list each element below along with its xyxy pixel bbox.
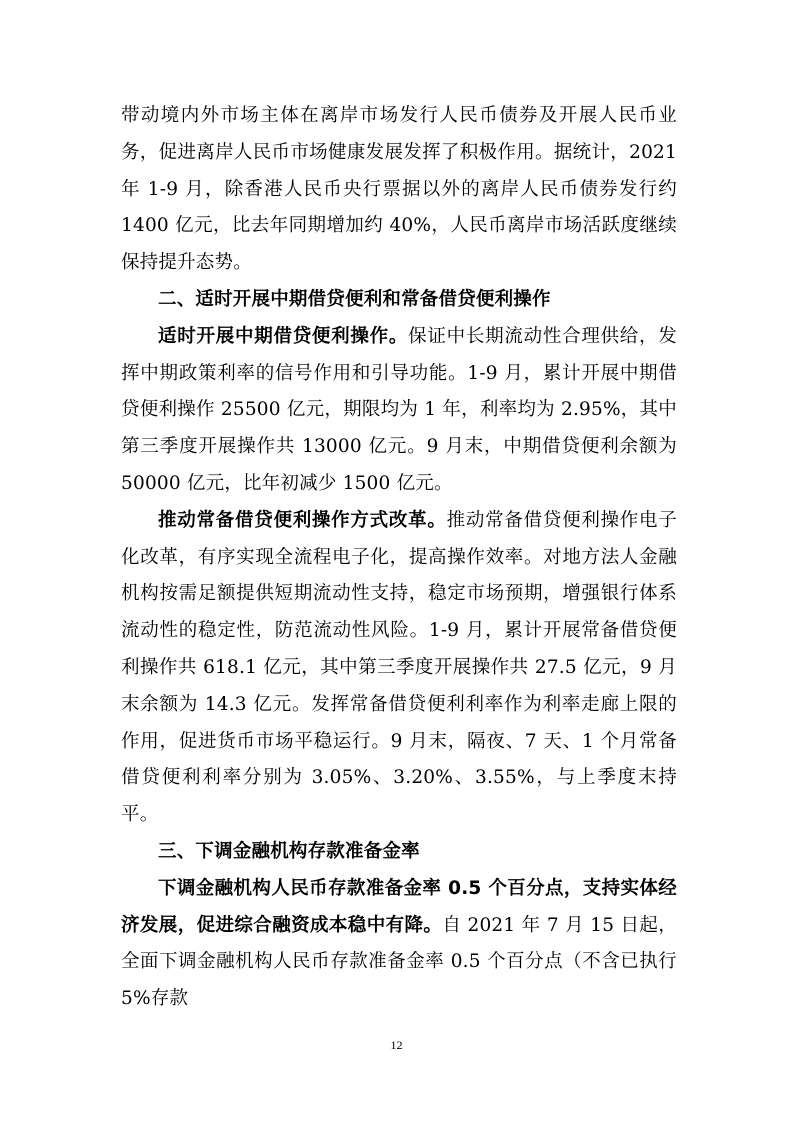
paragraph-lead: 推动常备借贷便利操作方式改革。 [158,509,447,531]
paragraph-rrr [121,871,677,1018]
paragraph-offshore-rmb [121,98,677,282]
paragraph-slf [121,503,677,834]
paragraph-lead: 下调金融机构人民币存款准备金率 0.5 个百分点，支持实体经济发展，促进综合融资成本稳中有降。 [121,877,677,936]
paragraph-mlf [121,319,677,503]
paragraph-text: 保证中长期流动性合理供给，发挥中期政策利率的信号作用和引导功能。1-9 月，累计开展中期借贷便利操作 25500 亿元，期限均为 1 年，利率均为 2.95%，其中第三季度开展操作共 13000 亿元。9 月末，中期借贷便利余额为 50000 亿元，比年初减少 1500 亿元。 [121,325,677,494]
section-heading-rrr-cut: 三、下调金融机构存款准备金率 [158,840,420,862]
paragraph-text: 带动境内外市场主体在离岸市场发行人民币债券及开展人民币业务，促进离岸人民币市场健康发展发挥了积极作用。据统计，2021 年 1-9 月，除香港人民币央行票据以外的离岸人民币债券发行约 1400 亿元，比去年同期增加约 40%，人民币离岸市场活跃度继续保持提升态势。 [121,105,677,274]
paragraph-text: 自 2021 年 7 月 15 日起，全面下调金融机构人民币存款准备金率 0.5 个百分点（不含已执行 5%存款 [121,914,677,1010]
page-number: 12 [390,1038,403,1052]
section-heading-mlf-slf: 二、适时开展中期借贷便利和常备借贷便利操作 [158,288,551,310]
paragraph-lead: 适时开展中期借贷便利操作。 [158,325,409,347]
paragraph-text: 推动常备借贷便利操作电子化改革，有序实现全流程电子化，提高操作效率。对地方法人金融机构按需足额提供短期流动性支持，稳定市场预期，增强银行体系流动性的稳定性，防范流动性风险。1-9 月，累计开展常备借贷便利操作共 618.1 亿元，其中第三季度开展操作共 27.5 亿元，9 月末余额为 14.3 亿元。发挥常备借贷便利利率作为利率走廊上限的作用，促进货币市场平稳运行。9 月末，隔夜、7 天、1 个月常备借贷便利利率分别为 3.05%、3.20%、3.55%，与上季度末持平。 [121,509,677,826]
document-body [121,98,677,1018]
